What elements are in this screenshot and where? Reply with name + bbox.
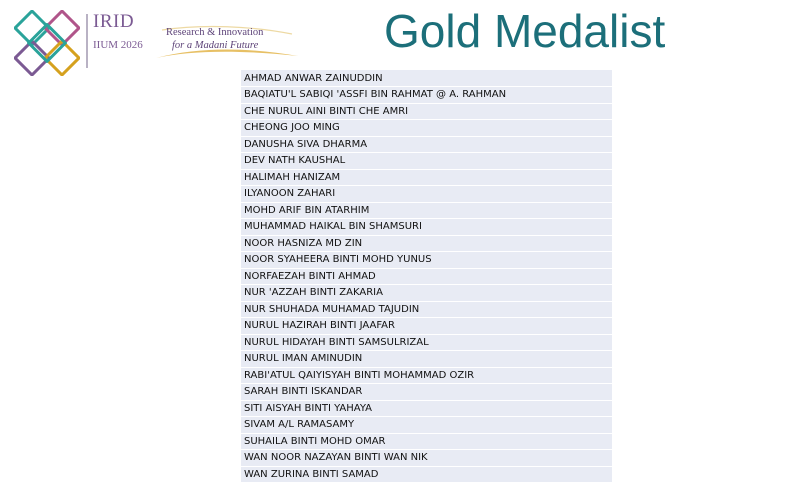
- medalist-name: WAN NOOR NAZAYAN BINTI WAN NIK: [241, 450, 612, 467]
- medalist-name: NOOR SYAHEERA BINTI MOHD YUNUS: [241, 252, 612, 269]
- medalist-name: RABI'ATUL QAIYISYAH BINTI MOHAMMAD OZIR: [241, 367, 612, 384]
- medalist-name: NOOR HASNIZA MD ZIN: [241, 235, 612, 252]
- tagline-line-2: for a Madani Future: [172, 40, 259, 51]
- table-row: [241, 153, 612, 170]
- table-row: [241, 202, 612, 219]
- table-row: [241, 136, 612, 153]
- table-row: [241, 87, 612, 104]
- medalist-name: DEV NATH KAUSHAL: [241, 153, 612, 170]
- table-row: [241, 367, 612, 384]
- table-row: [241, 285, 612, 302]
- table-row: [241, 466, 612, 483]
- table-row: [241, 268, 612, 285]
- medalist-name: SUHAILA BINTI MOHD OMAR: [241, 433, 612, 450]
- medalist-name: NURUL HIDAYAH BINTI SAMSULRIZAL: [241, 334, 612, 351]
- medalist-name: MOHD ARIF BIN ATARHIM: [241, 202, 612, 219]
- table-row: [241, 103, 612, 120]
- medalist-name: SARAH BINTI ISKANDAR: [241, 384, 612, 401]
- table-row: [241, 186, 612, 203]
- medalist-name: NURUL HAZIRAH BINTI JAAFAR: [241, 318, 612, 335]
- medalist-table: [241, 70, 612, 483]
- medalist-name: BAQIATU'L SABIQI 'ASSFI BIN RAHMAT @ A. RAHMAN: [241, 87, 612, 104]
- table-row: [241, 318, 612, 335]
- header-divider: [86, 14, 88, 68]
- table-row: [241, 235, 612, 252]
- irid-logo-icon: [14, 10, 80, 76]
- medalist-name: SIVAM A/L RAMASAMY: [241, 417, 612, 434]
- table-row: [241, 351, 612, 368]
- table-row: [241, 70, 612, 87]
- table-row: [241, 433, 612, 450]
- page-title: Gold Medalist: [384, 5, 666, 57]
- table-row: [241, 417, 612, 434]
- medalist-name: MUHAMMAD HAIKAL BIN SHAMSURI: [241, 219, 612, 236]
- brand-subtitle: IIUM 2026: [93, 39, 143, 51]
- medalist-name: SITI AISYAH BINTI YAHAYA: [241, 400, 612, 417]
- medalist-name: WAN ZURINA BINTI SAMAD: [241, 466, 612, 483]
- table-row: [241, 334, 612, 351]
- table-row: [241, 400, 612, 417]
- brand-name: IRID: [93, 11, 135, 32]
- medalist-name: CHEONG JOO MING: [241, 120, 612, 137]
- table-row: [241, 384, 612, 401]
- medalist-name: NORFAEZAH BINTI AHMAD: [241, 268, 612, 285]
- medalist-name: HALIMAH HANIZAM: [241, 169, 612, 186]
- table-row: [241, 450, 612, 467]
- table-row: [241, 169, 612, 186]
- table-row: [241, 252, 612, 269]
- medalist-table-body: [241, 70, 612, 483]
- medalist-name: DANUSHA SIVA DHARMA: [241, 136, 612, 153]
- table-row: [241, 219, 612, 236]
- medalist-name: ILYANOON ZAHARI: [241, 186, 612, 203]
- tagline-line-1: Research & Innovation: [166, 27, 264, 38]
- medalist-name: NUR SHUHADA MUHAMAD TAJUDIN: [241, 301, 612, 318]
- table-row: [241, 120, 612, 137]
- table-row: [241, 301, 612, 318]
- medalist-name: NURUL IMAN AMINUDIN: [241, 351, 612, 368]
- medalist-name: AHMAD ANWAR ZAINUDDIN: [241, 70, 612, 87]
- medalist-name: CHE NURUL AINI BINTI CHE AMRI: [241, 103, 612, 120]
- medalist-name: NUR 'AZZAH BINTI ZAKARIA: [241, 285, 612, 302]
